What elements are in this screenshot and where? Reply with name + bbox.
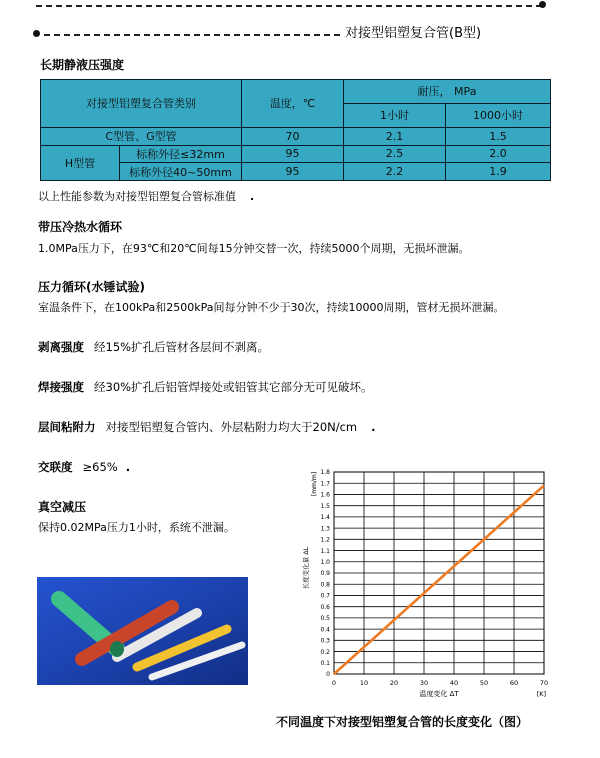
header-1000-hours: 1000小时 <box>446 103 551 127</box>
y-tick-label: 1.3 <box>320 525 330 533</box>
thermal-cycle-text: 1.0MPa压力下，在93℃和20℃间每15分钟交替一次，持续5000个周期，无损坏泄漏。 <box>38 242 470 255</box>
pressure-cycle-title: 压力循环(水锤试验) <box>38 280 145 294</box>
y-tick-label: 1.7 <box>320 480 330 488</box>
cell-temp: 95 <box>242 163 344 181</box>
pressure-table <box>40 79 551 181</box>
y-tick-label: 0.1 <box>320 659 330 667</box>
cell-type: 标称外径≤32mm <box>120 145 242 163</box>
header-pipe-type: 对接型铝塑复合管类别 <box>41 80 242 128</box>
adhesion-mark: . <box>371 420 376 434</box>
y-tick-label: 0.2 <box>320 648 330 656</box>
y-tick-label: 0.8 <box>320 581 330 589</box>
y-tick-label: 0.6 <box>320 603 330 611</box>
y-tick-label: 0.5 <box>320 615 330 623</box>
x-tick-label: 30 <box>419 679 429 687</box>
y-tick-label: 1.1 <box>320 547 330 555</box>
adhesion-label: 层间粘附力 <box>38 420 96 434</box>
vacuum-title: 真空减压 <box>38 500 87 514</box>
x-tick-label: 0 <box>331 679 337 687</box>
chart-caption: 不同温度下对接型铝塑复合管的长度变化（图） <box>276 715 529 729</box>
table-note-mark: . <box>250 190 255 203</box>
y-tick-label: 1.0 <box>320 558 330 566</box>
x-tick-label: 40 <box>449 679 459 687</box>
y-tick-label: 0 <box>326 671 330 679</box>
adhesion-line <box>38 419 376 435</box>
static-pressure-title: 长期静液压强度 <box>40 58 125 72</box>
y-tick-label: 0.9 <box>320 570 330 578</box>
table-note-text: 以上性能参数为对接型铝塑复合管标准值 <box>38 190 236 203</box>
title-dashed-rule <box>44 34 340 36</box>
cell-group: H型管 <box>41 145 120 180</box>
x-tick-label: 10 <box>359 679 369 687</box>
weld-strength-label: 焊接强度 <box>38 380 84 394</box>
table-row <box>41 127 551 145</box>
header-1-hour: 1小时 <box>344 103 446 127</box>
y-tick-label: 0.4 <box>320 626 330 634</box>
y-tick-label: 1.6 <box>320 491 330 499</box>
title-rule-start-dot <box>33 30 40 37</box>
cell-1h: 2.1 <box>344 127 446 145</box>
y-tick-label: 1.4 <box>320 514 330 522</box>
y-tick-label: 1.5 <box>320 502 330 510</box>
cell-1000h: 1.5 <box>446 127 551 145</box>
x-axis-title: 温度变化 ΔT <box>419 690 459 698</box>
cell-type: 标称外径40~50mm <box>120 163 242 181</box>
table-row <box>41 145 551 163</box>
x-tick-label: 50 <box>479 679 489 687</box>
y-tick-label: 1.2 <box>320 536 330 544</box>
x-unit-label: [K] <box>536 690 546 698</box>
cell-1000h: 2.0 <box>446 145 551 163</box>
crosslink-text: ≥65% <box>82 460 118 474</box>
y-unit-label: [mm/m] <box>311 471 318 497</box>
y-tick-label: 0.3 <box>320 637 330 645</box>
x-tick-label: 20 <box>389 679 399 687</box>
cell-1h: 2.2 <box>344 163 446 181</box>
top-dashed-rule <box>36 5 542 7</box>
cell-type: C型管、G型管 <box>41 127 242 145</box>
page-title: 对接型铝塑复合管(B型) <box>345 26 482 41</box>
table-note <box>38 188 254 204</box>
x-tick-label: 70 <box>539 679 549 687</box>
cell-temp: 95 <box>242 145 344 163</box>
adhesion-text: 对接型铝塑复合管内、外层粘附力均大于20N/cm <box>105 420 358 434</box>
header-pressure: 耐压， MPa <box>344 80 551 104</box>
length-change-chart <box>290 460 560 710</box>
vacuum-text: 保持0.02MPa压力1小时，系统不泄漏。 <box>38 521 235 534</box>
peel-strength-line <box>38 339 269 355</box>
cell-temp: 70 <box>242 127 344 145</box>
y-tick-label: 0.7 <box>320 592 330 600</box>
peel-strength-label: 剥离强度 <box>38 340 84 354</box>
peel-strength-text: 经15%扩孔后管材各层间不剥离。 <box>94 340 270 354</box>
thermal-cycle-title: 带压冷热水循环 <box>38 220 123 234</box>
cell-1h: 2.5 <box>344 145 446 163</box>
header-temperature: 温度，℃ <box>242 80 344 128</box>
weld-strength-text: 经30%扩孔后铝管焊接处或铝管其它部分无可见破坏。 <box>94 380 373 394</box>
pressure-cycle-text: 室温条件下，在100kPa和2500kPa间每分钟不少于30次，持续10000周期，管材无损坏泄漏。 <box>38 301 505 314</box>
y-tick-label: 1.8 <box>320 469 330 477</box>
y-axis-title: 长度变化量 ΔL <box>302 546 310 590</box>
crosslink-label: 交联度 <box>38 460 73 474</box>
x-tick-label: 60 <box>509 679 519 687</box>
cell-1000h: 1.9 <box>446 163 551 181</box>
crosslink-line <box>38 459 130 475</box>
pipe-product-photo <box>37 577 248 685</box>
crosslink-mark: . <box>125 460 131 474</box>
weld-strength-line <box>38 379 373 395</box>
top-rule-end-dot <box>539 1 546 8</box>
